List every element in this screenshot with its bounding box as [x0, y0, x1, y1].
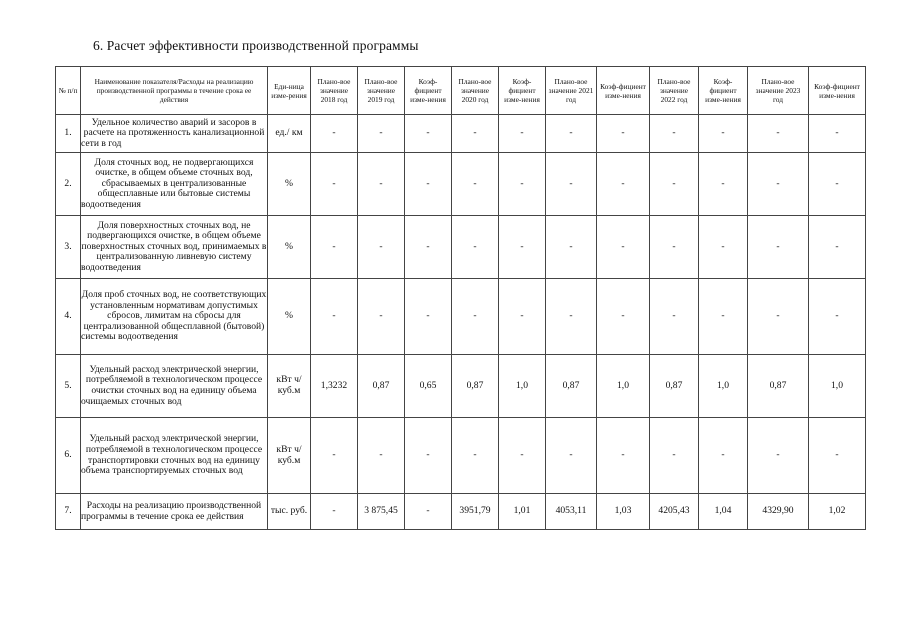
column-header: Плано-вое значение 2018 год	[311, 67, 358, 115]
value-cell: -	[650, 115, 699, 153]
value-cell: -	[748, 153, 809, 216]
value-cell: -	[699, 153, 748, 216]
value-cell: -	[311, 494, 358, 530]
value-cell: -	[405, 279, 452, 355]
column-header: Коэф-фициент изме-нения	[699, 67, 748, 115]
value-cell: -	[546, 153, 597, 216]
value-cell: 1,0	[499, 355, 546, 418]
value-cell: 1,0	[809, 355, 866, 418]
row-number: 3.	[56, 216, 81, 279]
indicator-name: Доля поверхностных сточных вод, не подвергающихся очистке, в общем объеме поверхностных сточных вод, принимаемых в централизованную ливневую систему водоотведения	[81, 216, 268, 279]
value-cell: 4329,90	[748, 494, 809, 530]
column-header: Наименование показателя/Расходы на реализацию производственной программы в течение срока ее действия	[81, 67, 268, 115]
value-cell: -	[597, 153, 650, 216]
unit-cell: %	[268, 279, 311, 355]
table-row	[56, 216, 866, 279]
value-cell: -	[358, 115, 405, 153]
indicator-name: Доля проб сточных вод, не соответствующих установленным нормативам допустимых сбросов, лимитам на сбросы для централизованной общесплавной (бытовой) системы водоотведения	[81, 279, 268, 355]
table-row	[56, 115, 866, 153]
row-number: 7.	[56, 494, 81, 530]
indicator-name: Доля сточных вод, не подвергающихся очистке, в общем объеме сточных вод, сбрасываемых в централизованные общесплавные или бытовые системы водоотведения	[81, 153, 268, 216]
page-title: 6. Расчет эффективности производственной программы	[93, 38, 419, 53]
value-cell: -	[452, 115, 499, 153]
value-cell: 1,0	[699, 355, 748, 418]
value-cell: -	[699, 115, 748, 153]
value-cell: 4205,43	[650, 494, 699, 530]
table-body	[56, 115, 866, 530]
value-cell: 3951,79	[452, 494, 499, 530]
value-cell: -	[452, 216, 499, 279]
value-cell: -	[809, 115, 866, 153]
value-cell: -	[499, 279, 546, 355]
value-cell: -	[405, 115, 452, 153]
column-header: Плано-вое значение 2021 год	[546, 67, 597, 115]
value-cell: -	[597, 115, 650, 153]
value-cell: -	[499, 115, 546, 153]
value-cell: -	[650, 216, 699, 279]
row-number: 2.	[56, 153, 81, 216]
value-cell: 4053,11	[546, 494, 597, 530]
value-cell: -	[452, 418, 499, 494]
value-cell: -	[650, 279, 699, 355]
value-cell: -	[650, 418, 699, 494]
unit-cell: ед./ км	[268, 115, 311, 153]
table-row	[56, 153, 866, 216]
value-cell: -	[405, 153, 452, 216]
value-cell: -	[452, 153, 499, 216]
value-cell: 0,87	[546, 355, 597, 418]
table-row	[56, 494, 866, 530]
value-cell: -	[748, 216, 809, 279]
value-cell: 1,3232	[311, 355, 358, 418]
value-cell: -	[405, 494, 452, 530]
value-cell: 1,02	[809, 494, 866, 530]
value-cell: -	[311, 115, 358, 153]
value-cell: -	[699, 279, 748, 355]
indicator-name: Удельный расход электрической энергии, потребляемой в технологическом процессе транспортировки сточных вод на единицу объема транспортируемых сточных вод	[81, 418, 268, 494]
column-header: Плано-вое значение 2020 год	[452, 67, 499, 115]
value-cell: -	[597, 418, 650, 494]
value-cell: -	[311, 153, 358, 216]
row-number: 5.	[56, 355, 81, 418]
value-cell: -	[748, 418, 809, 494]
value-cell: 0,87	[452, 355, 499, 418]
column-header: Коэф-фициент изме-нения	[809, 67, 866, 115]
unit-cell: кВт ч/куб.м	[268, 355, 311, 418]
unit-cell: кВт ч/куб.м	[268, 418, 311, 494]
value-cell: -	[358, 418, 405, 494]
value-cell: -	[405, 216, 452, 279]
unit-cell: тыс. руб.	[268, 494, 311, 530]
row-number: 1.	[56, 115, 81, 153]
value-cell: -	[499, 418, 546, 494]
value-cell: 0,87	[650, 355, 699, 418]
value-cell: -	[311, 216, 358, 279]
value-cell: 0,87	[748, 355, 809, 418]
value-cell: -	[650, 153, 699, 216]
value-cell: -	[499, 153, 546, 216]
value-cell: 0,65	[405, 355, 452, 418]
value-cell: -	[546, 418, 597, 494]
value-cell: -	[358, 279, 405, 355]
value-cell: -	[748, 279, 809, 355]
row-number: 6.	[56, 418, 81, 494]
value-cell: 1,0	[597, 355, 650, 418]
column-header: Плано-вое значение 2023 год	[748, 67, 809, 115]
column-header: Плано-вое значение 2022 год	[650, 67, 699, 115]
column-header: Коэф-фициент изме-нения	[597, 67, 650, 115]
unit-cell: %	[268, 216, 311, 279]
indicator-name: Удельное количество аварий и засоров в расчете на протяженность канализационной сети в год	[81, 115, 268, 153]
row-number: 4.	[56, 279, 81, 355]
value-cell: -	[597, 216, 650, 279]
value-cell: -	[311, 279, 358, 355]
value-cell: -	[809, 279, 866, 355]
table-header-row	[56, 67, 866, 115]
efficiency-table	[55, 66, 866, 530]
value-cell: -	[748, 115, 809, 153]
value-cell: -	[358, 216, 405, 279]
unit-cell: %	[268, 153, 311, 216]
table-row	[56, 355, 866, 418]
column-header: Еди-ница изме-рения	[268, 67, 311, 115]
indicator-name: Удельный расход электрической энергии, потребляемой в технологическом процессе очистки сточных вод на единицу объема очищаемых сточных вод	[81, 355, 268, 418]
value-cell: -	[699, 216, 748, 279]
value-cell: 1,01	[499, 494, 546, 530]
value-cell: -	[546, 279, 597, 355]
value-cell: -	[499, 216, 546, 279]
value-cell: -	[546, 115, 597, 153]
column-header: Коэф-фициент изме-нения	[405, 67, 452, 115]
value-cell: -	[311, 418, 358, 494]
value-cell: 1,03	[597, 494, 650, 530]
value-cell: 0,87	[358, 355, 405, 418]
value-cell: 3 875,45	[358, 494, 405, 530]
value-cell: -	[405, 418, 452, 494]
column-header: Коэф-фициент изме-нения	[499, 67, 546, 115]
value-cell: -	[452, 279, 499, 355]
value-cell: -	[546, 216, 597, 279]
value-cell: -	[809, 216, 866, 279]
value-cell: -	[358, 153, 405, 216]
table-row	[56, 418, 866, 494]
column-header: Плано-вое значение 2019 год	[358, 67, 405, 115]
column-header: № п/п	[56, 67, 81, 115]
value-cell: -	[809, 418, 866, 494]
value-cell: -	[809, 153, 866, 216]
indicator-name: Расходы на реализацию производственной программы в течение срока ее действия	[81, 494, 268, 530]
value-cell: -	[699, 418, 748, 494]
table-row	[56, 279, 866, 355]
value-cell: 1,04	[699, 494, 748, 530]
value-cell: -	[597, 279, 650, 355]
